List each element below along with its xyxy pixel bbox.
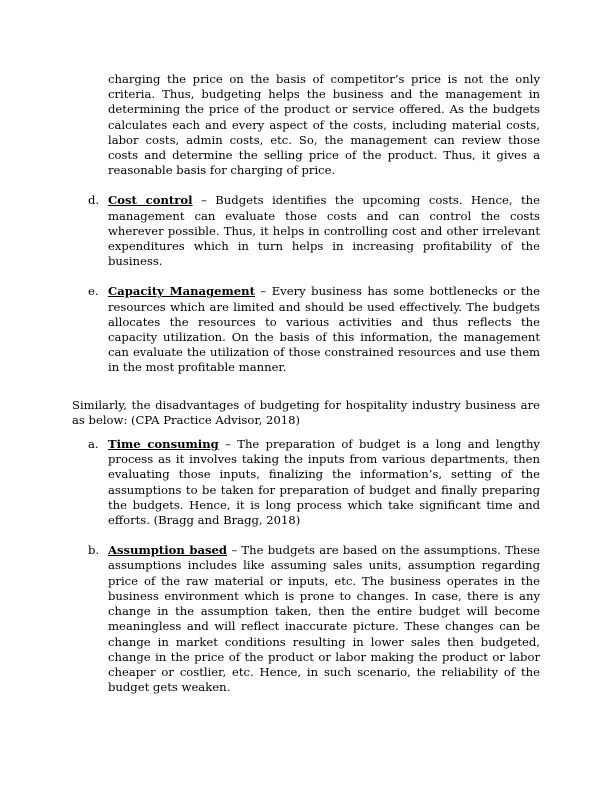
- list-item-text: [108, 543, 540, 695]
- disadvantages-intro: Similarly, the disadvantages of budgeting for hospitality industry business are as below: (CPA Practice Advisor, 2018): [72, 397, 540, 427]
- list-item-text: [108, 284, 540, 375]
- spacer: [72, 269, 540, 284]
- list-item-text: [108, 437, 540, 528]
- term-time-consuming: Time consuming: [108, 437, 219, 452]
- spacer: [72, 178, 540, 193]
- spacer: [72, 528, 540, 543]
- list-marker: e.: [88, 284, 99, 299]
- item-description: – Every business has some bottlenecks or the resources which are limited and should be used effectively. The budgets allocates the resources to various activities and thus reflects the capacity utilization. On the basis of this information, the management can evaluate the utilization of those constrained resources and use them in the most profitable manner.: [108, 284, 540, 375]
- list-item-cost-control: [88, 193, 541, 269]
- list-marker: d.: [88, 193, 100, 208]
- list-item-assumption-based: [88, 543, 540, 695]
- list-item-capacity-management: [88, 284, 540, 375]
- term-assumption-based: Assumption based: [108, 543, 228, 558]
- item-description: – The budgets are based on the assumptions. These assumptions includes like assuming sales units, assumption regarding price of the raw material or inputs, etc. The business operates in the business environment which is prone to changes. In case, there is any change in the assumption taken, then the entire budget will become meaningless and will reflect inaccurate picture. These changes can be change in market conditions resulting in lower sales then budgeted, change in the price of the product or labor making the product or labor cheaper or costlier, etc. Hence, in such scenario, the reliability of the budget gets weaken.: [108, 543, 540, 695]
- intro-continuation: charging the price on the basis of competitor’s price is not the only criteria. Thus, budgeting helps the business and the management in determining the price of the product or service offered. As the budgets calculates each and every aspect of the costs, including material costs, labor costs, admin costs, etc. So, the management can review those costs and determine the selling price of the product. Thus, it gives a reasonable basis for charging of price.: [108, 72, 540, 178]
- item-description: – The preparation of budget is a long and lengthy process as it involves taking the inputs from various departments, then evaluating those inputs, finalizing the information’s, setting of the assumptions to be taken for preparation of budget and finally preparing the budgets. Hence, it is long process which take significant time and efforts. (Bragg and Bragg, 2018): [108, 437, 540, 528]
- list-item-time-consuming: [88, 437, 540, 528]
- list-marker: a.: [88, 437, 99, 452]
- term-cost-control: Cost control: [108, 193, 193, 208]
- term-capacity-management: Capacity Management: [108, 284, 255, 299]
- list-item-text: [108, 193, 540, 269]
- spacer: [72, 376, 540, 398]
- item-description: – Budgets identifies the upcoming costs. Hence, the management can evaluate those costs and can control the costs wherever possible. Thus, it helps in controlling cost and other irrelevant expenditures which in turn helps in increasing profitability of the business.: [108, 193, 541, 269]
- spacer: [72, 428, 540, 437]
- list-marker: b.: [88, 543, 100, 558]
